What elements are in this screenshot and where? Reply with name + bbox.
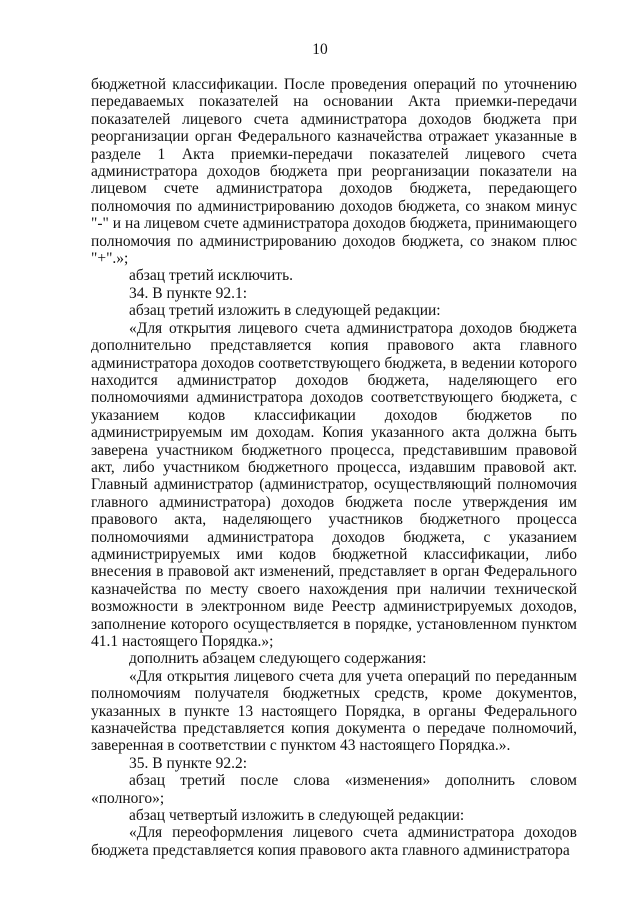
paragraph-10: «Для переоформления лицевого счета администратора доходов бюджета представляется копия правового акта главного администратора <box>91 824 577 859</box>
paragraph-6: «Для открытия лицевого счета для учета операций по переданным полномочиям получателя бюджетных средств, кроме документов, указанных в пункте 13 настоящего Порядка, в органы Федерального казначейства представляется копия документа о передаче полномочий, заверенная в соответствии с пунктом 43 настоящего Порядка.». <box>91 667 577 755</box>
paragraph-3: абзац третий изложить в следующей редакции: <box>129 302 441 320</box>
paragraph-5: дополнить абзацем следующего содержания: <box>129 650 427 668</box>
paragraph-2: 34. В пункте 92.1: <box>129 284 248 302</box>
paragraph-7: 35. В пункте 92.2: <box>129 754 248 772</box>
document-body <box>91 76 577 859</box>
paragraph-9: абзац четвертый изложить в следующей редакции: <box>129 807 465 825</box>
paragraph-8: абзац третий после слова «изменения» дополнить словом «полного»; <box>91 772 577 807</box>
paragraph-1: абзац третий исключить. <box>129 267 294 285</box>
paragraph-4: «Для открытия лицевого счета администратора доходов бюджета дополнительно представляется копия правового акта главного администратора доходов соответствующего бюджета, в ведении которого находится администратор доходов бюджета, наделяющего его полномочиями администратора доходов соответствующего бюджета, с указанием кодов классификации доходов бюджетов по администрируемым им доходам. Копия указанного акта должна быть заверена участником бюджетного процесса, представившим правовой акт, либо участником бюджетного процесса, издавшим правовой акт. Главный администратор (администратор, осуществляющий полномочия главного администратора) доходов бюджета после утверждения им правового акта, наделяющего участников бюджетного процесса полномочиями администратора доходов бюджета, с указанием администрируемых ими кодов бюджетной классификации, либо внесения в правовой акт изменений, представляет в орган Федерального казначейства по месту своего нахождения при наличии технической возможности в электронном виде Реестр администрируемых доходов, заполнение которого осуществляется в порядке, установленном пунктом 41.1 настоящего Порядка.»; <box>91 319 577 650</box>
page-number: 10 <box>312 41 328 58</box>
paragraph-0: бюджетной классификации. После проведения операций по уточнению передаваемых показателей на основании Акта приемки-передачи показателей лицевого счета администратора доходов бюджета при реорганизации орган Федерального казначейства отражает указанные в разделе 1 Акта приемки-передачи показателей лицевого счета администратора доходов бюджета при реорганизации показатели на лицевом счете администратора доходов бюджета, передающего полномочия по администрированию доходов бюджета, со знаком минус "-" и на лицевом счете администратора доходов бюджета, принимающего полномочия по администрированию доходов бюджета, со знаком плюс "+".»; <box>91 76 577 268</box>
